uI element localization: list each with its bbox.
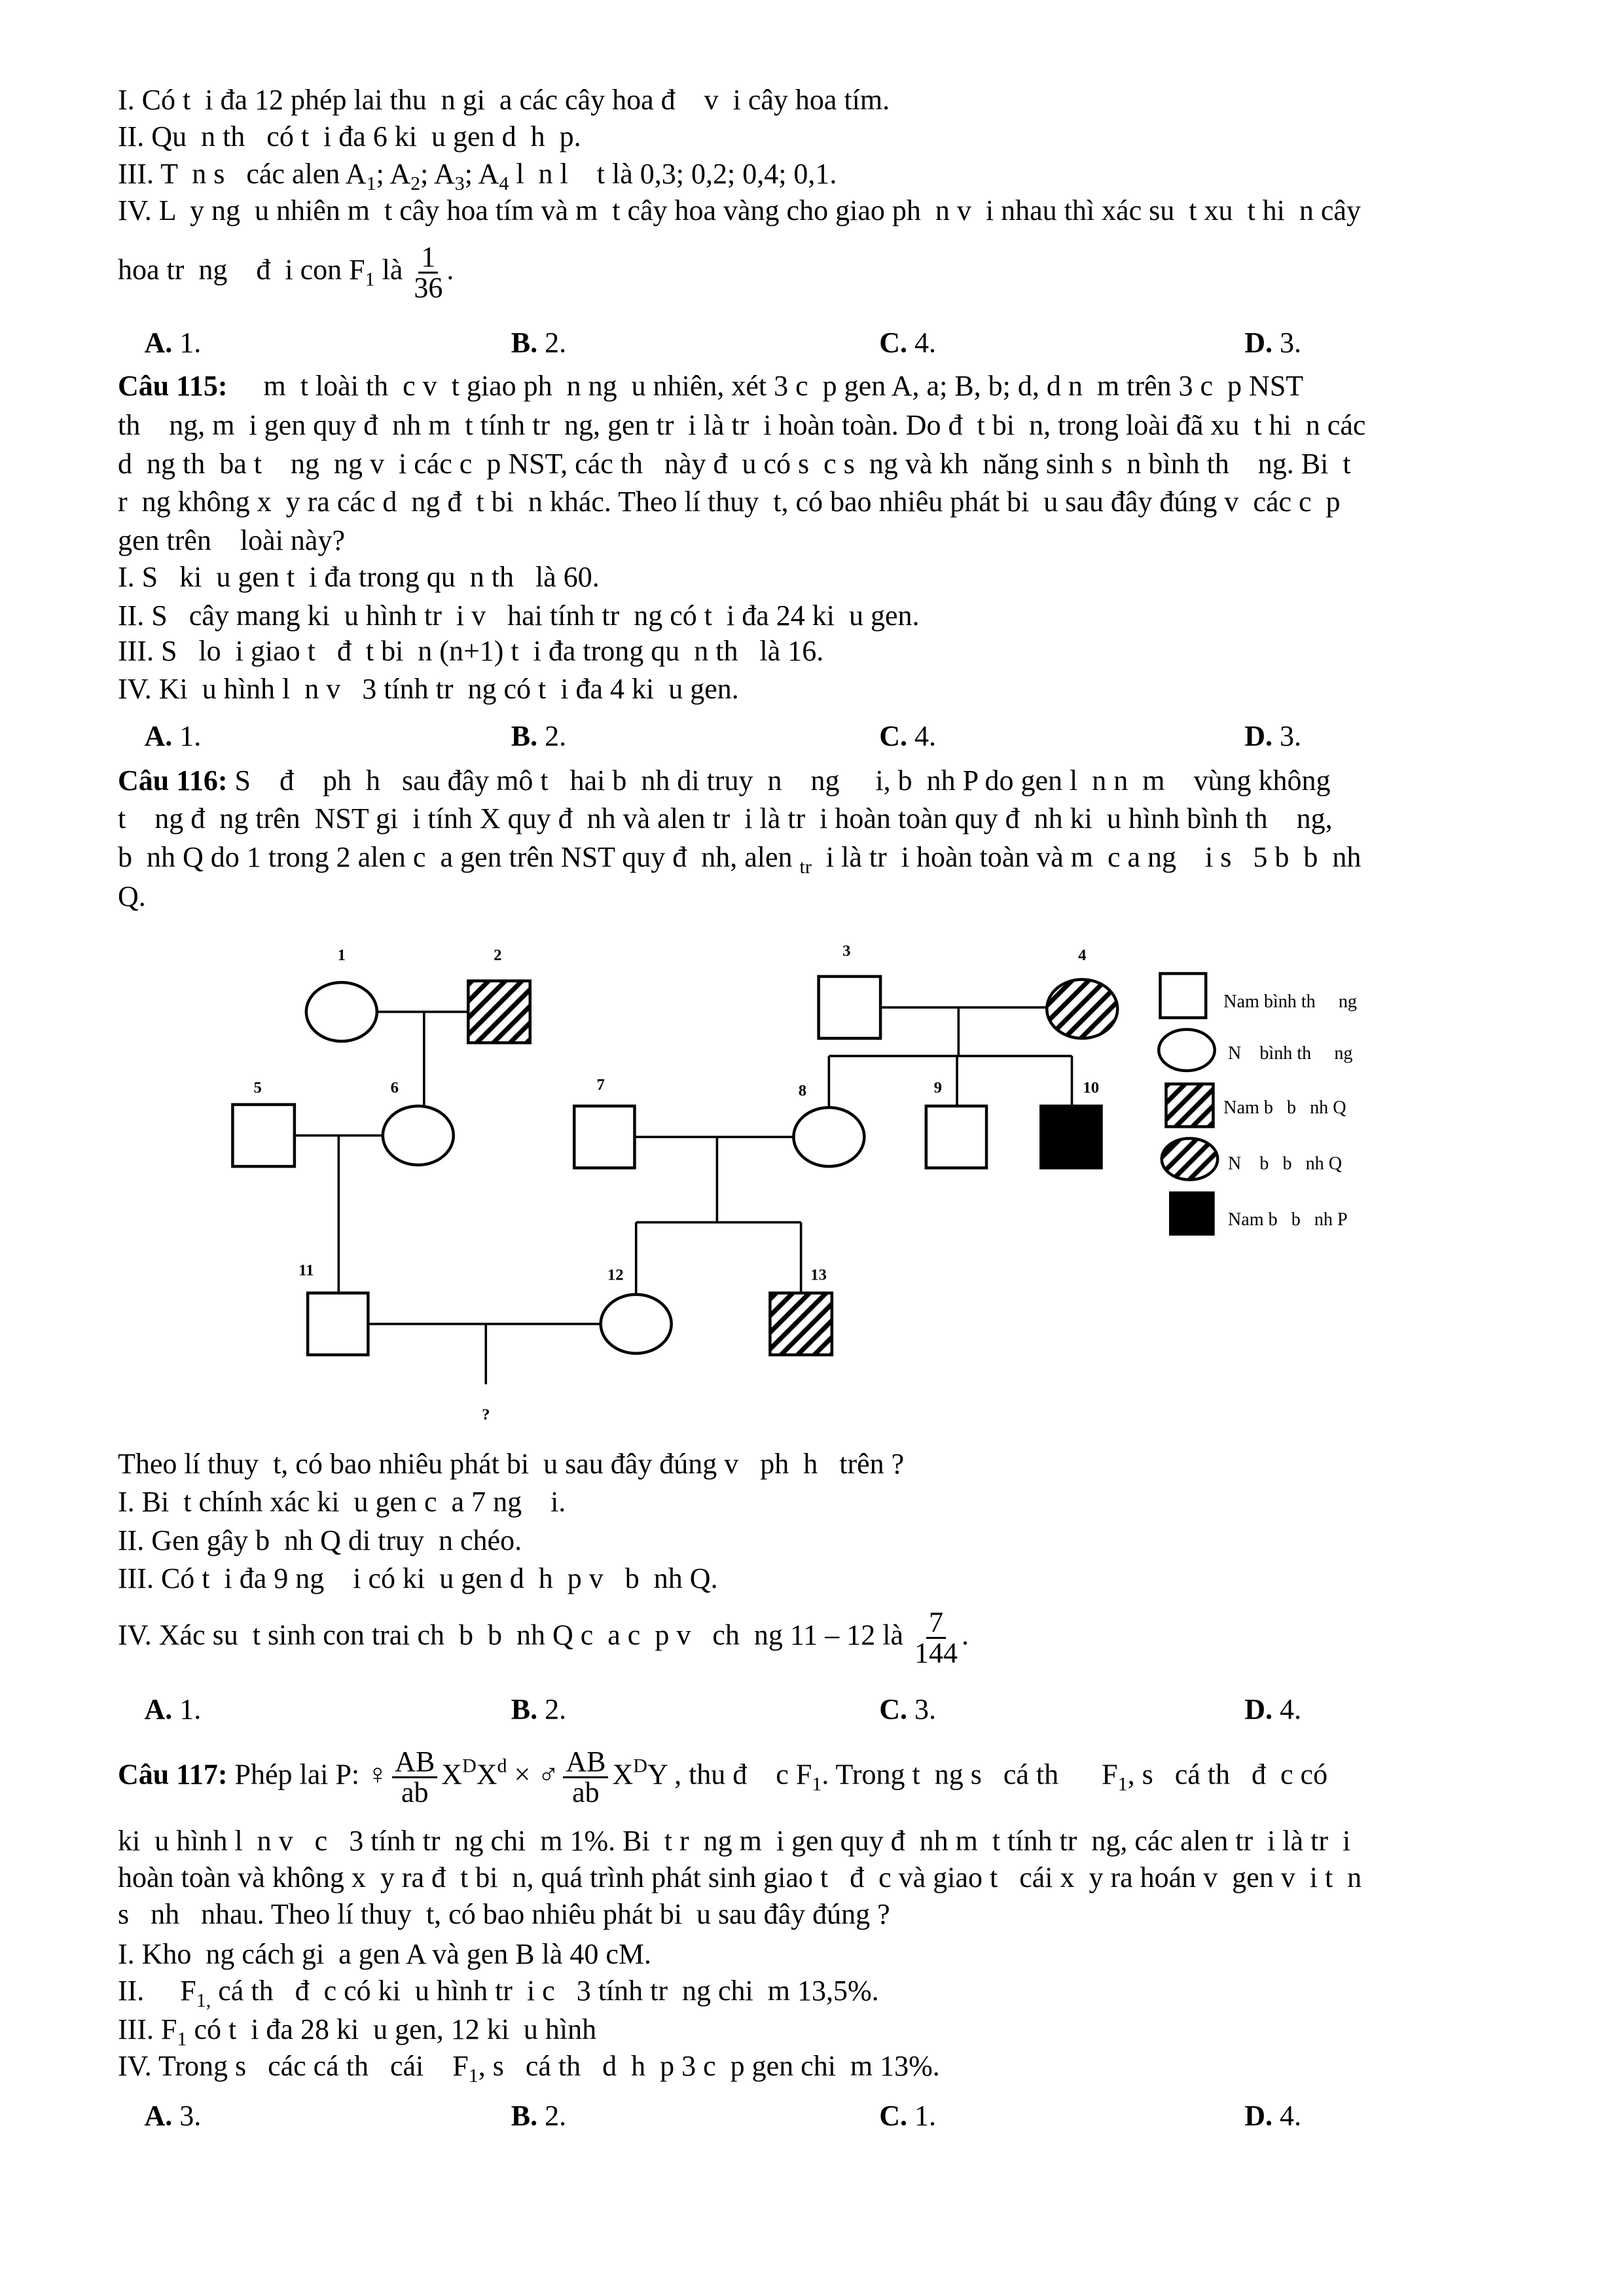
- answer-letter: C.: [879, 1693, 908, 1726]
- legend-male-disease-q-icon: [1166, 1084, 1213, 1126]
- individual-4-female-disease-q: [1047, 979, 1117, 1038]
- fraction-denominator: ab: [401, 1776, 429, 1809]
- label-4: 4: [1078, 946, 1087, 965]
- individual-11-male-normal: [308, 1293, 368, 1355]
- text-run: Phép lai P: ♀: [227, 1758, 389, 1791]
- fraction-denominator: ab: [572, 1776, 600, 1809]
- text-run: d ng th ba t ng ng v i các c p NST, các th này đ u có s c s ng và kh năng sinh s n bình th ng. Bi t: [118, 447, 1351, 480]
- answer-letter: D.: [1244, 720, 1273, 752]
- text-run: r ng không x y ra các d ng đ t bi n khác. Theo lí thuy t, có bao nhiêu phát bi u sau đây đúng v các c p: [118, 486, 1341, 518]
- label-11: 11: [298, 1261, 314, 1280]
- legend-label-female-normal: N bình th ng: [1227, 1043, 1353, 1064]
- answer-value: 2.: [537, 2100, 567, 2132]
- label-8: 8: [798, 1082, 807, 1100]
- text-run: IV. Trong s các cá th cái F: [118, 2049, 469, 2082]
- text-run: hoa tr ng đ i con F: [118, 253, 365, 286]
- legend: [1159, 973, 1357, 1235]
- question-number: Câu 115:: [118, 369, 228, 402]
- legend-female-normal-icon: [1159, 1030, 1214, 1071]
- subscript: tr: [799, 855, 812, 878]
- text-run: × ♂: [507, 1758, 560, 1791]
- legend-label-female-disease-q: N b b nh Q: [1227, 1153, 1343, 1174]
- superscript: D: [462, 1755, 477, 1777]
- text-run: III. F: [118, 2013, 177, 2045]
- fraction-denominator: 36: [414, 271, 443, 304]
- answer-letter: B.: [511, 1693, 538, 1726]
- text-run: Q.: [118, 880, 146, 913]
- answer-value: 4.: [1272, 1693, 1302, 1726]
- legend-male-normal-icon: [1160, 973, 1206, 1017]
- text-run: .: [446, 253, 454, 286]
- answer-letter: C.: [879, 2100, 908, 2132]
- text-run: I. S ki u gen t i đa trong qu n th là 60.: [118, 561, 600, 593]
- text-run: III. Có t i đa 9 ng i có ki u gen d h p v b nh Q.: [118, 1562, 718, 1594]
- text-run: th ng, m i gen quy đ nh m t tính tr ng, gen tr i là tr i hoàn toàn. Do đ t bi n, trong loài đã xu t hi n các: [118, 409, 1366, 442]
- legend-male-disease-p-icon: [1169, 1191, 1215, 1235]
- text-run: ; A: [464, 157, 499, 190]
- text-run: S đ ph h sau đây mô t hai b nh di truy n ng i, b nh P do gen l n n m vùng không: [227, 764, 1331, 797]
- subscript: 1: [366, 172, 376, 194]
- individual-10-male-disease-p: [1041, 1106, 1101, 1168]
- question-number: Câu 117:: [118, 1758, 228, 1791]
- legend-female-disease-q-icon: [1162, 1138, 1218, 1179]
- answer-value: 3.: [1272, 720, 1302, 752]
- text-run: ; A: [420, 157, 455, 190]
- answer-value: 1.: [172, 327, 202, 359]
- text-run: .: [962, 1619, 969, 1651]
- answer-value: 2.: [537, 327, 567, 359]
- text-run: IV. L y ng u nhiên m t cây hoa tím và m t cây hoa vàng cho giao ph n v i nhau thì xác su t xu t hi n cây: [118, 194, 1361, 226]
- fraction-numerator: AB: [563, 1748, 608, 1778]
- text-run: b nh Q do 1 trong 2 alen c a gen trên NST quy đ nh, alen: [118, 840, 800, 873]
- answer-letter: D.: [1244, 327, 1273, 359]
- text-run: có t i đa 28 ki u gen, 12 ki u hình: [187, 2013, 597, 2045]
- fraction-numerator: 7: [926, 1608, 946, 1639]
- answer-letter: C.: [879, 720, 908, 752]
- label-1: 1: [337, 946, 346, 965]
- text-run: , s cá th đ c có: [1127, 1758, 1328, 1791]
- text-run: cá th đ c có ki u hình tr i c 3 tính tr ng chi m 13,5%.: [211, 1975, 879, 2007]
- text-run: X: [476, 1758, 497, 1791]
- text-run: I. Có t i đa 12 phép lai thu n gi a các cây hoa đ v i cây hoa tím.: [118, 84, 890, 116]
- individual-2-male-disease-q: [468, 981, 530, 1043]
- individual-12-female-normal: [601, 1295, 672, 1354]
- text-run: ki u hình l n v c 3 tính tr ng chi m 1%. Bi t r ng m i gen quy đ nh m t tính tr ng, các alen tr i là tr i: [118, 1824, 1351, 1857]
- individual-6-female-normal: [383, 1106, 454, 1165]
- subscript: 2: [410, 172, 421, 194]
- subscript: 1: [177, 2028, 187, 2050]
- answer-letter: B.: [511, 720, 538, 752]
- text-run: II. Qu n th có t i đa 6 ki u gen d h p.: [118, 120, 581, 153]
- answer-letter: B.: [511, 327, 538, 359]
- answer-value: 4.: [907, 327, 937, 359]
- label-2: 2: [494, 946, 502, 965]
- pedigree-lines: [295, 1007, 1072, 1384]
- answer-value: 1.: [172, 720, 202, 752]
- individual-3-male-normal: [819, 977, 880, 1038]
- fraction-numerator: 1: [418, 243, 438, 274]
- answer-value: 2.: [537, 720, 567, 752]
- text-run: II. Gen gây b nh Q di truy n chéo.: [118, 1524, 522, 1556]
- text-run: I. Bi t chính xác ki u gen c a 7 ng i.: [118, 1486, 566, 1518]
- answer-letter: A.: [144, 2100, 173, 2132]
- question-number: Câu 116:: [118, 764, 228, 797]
- subscript: 1: [365, 268, 375, 291]
- text-run: Theo lí thuy t, có bao nhiêu phát bi u sau đây đúng v ph h trên ?: [118, 1447, 905, 1480]
- legend-label-male-disease-q: Nam b b nh Q: [1223, 1098, 1346, 1119]
- subscript: 1,: [196, 1990, 211, 2011]
- text-run: X: [441, 1758, 463, 1791]
- superscript: d: [497, 1755, 507, 1777]
- text-run: s nh nhau. Theo lí thuy t, có bao nhiêu phát bi u sau đây đúng ?: [118, 1898, 890, 1930]
- subscript: 1: [468, 2064, 478, 2087]
- answer-value: 1.: [907, 2100, 937, 2132]
- fraction-denominator: 144: [914, 1636, 958, 1669]
- text-run: . Trong t ng s cá th F: [821, 1758, 1118, 1791]
- label-6: 6: [390, 1079, 399, 1097]
- text-run: , s cá th d h p 3 c p gen chi m 13%.: [478, 2049, 940, 2082]
- answer-letter: A.: [144, 1693, 173, 1726]
- answer-letter: D.: [1244, 1693, 1273, 1726]
- answer-value: 4.: [1272, 2100, 1302, 2132]
- answer-value: 3.: [172, 2100, 202, 2132]
- legend-label-male-disease-p: Nam b b nh P: [1227, 1210, 1348, 1230]
- text-run: I. Kho ng cách gi a gen A và gen B là 40 cM.: [118, 1937, 652, 1970]
- text-run: IV. Ki u hình l n v 3 tính tr ng có t i đa 4 ki u gen.: [118, 673, 739, 705]
- label-12: 12: [607, 1266, 624, 1284]
- individual-7-male-normal: [574, 1106, 634, 1168]
- individual-9-male-normal: [926, 1106, 986, 1168]
- text-run: X: [612, 1758, 634, 1791]
- text-run: hoàn toàn và không x y ra đ t bi n, quá trình phát sinh giao t đ c và giao t cái x y ra hoán v gen v i t n: [118, 1861, 1362, 1893]
- label-7: 7: [596, 1076, 605, 1094]
- answer-value: 2.: [537, 1693, 567, 1726]
- individual-13-male-disease-q: [770, 1293, 831, 1355]
- legend-label-male-normal: Nam bình th ng: [1223, 992, 1357, 1013]
- label-13: 13: [810, 1266, 827, 1284]
- subscript: 1: [812, 1773, 822, 1795]
- text-run: III. S lo i giao t đ t bi n (n+1) t i đa trong qu n th là 16.: [118, 634, 824, 667]
- text-run: ; A: [376, 157, 411, 190]
- answer-letter: D.: [1244, 2100, 1273, 2132]
- answer-value: 3.: [1272, 327, 1302, 359]
- text-run: i là tr i hoàn toàn và m c a ng i s 5 b b nh: [811, 840, 1362, 873]
- label-unknown-child: ?: [482, 1405, 490, 1424]
- text-run: l n l t là 0,3; 0,2; 0,4; 0,1.: [509, 157, 837, 190]
- answer-value: 3.: [907, 1693, 937, 1726]
- label-3: 3: [842, 942, 851, 960]
- answer-letter: A.: [144, 327, 173, 359]
- text-run: III. T n s các alen A: [118, 157, 367, 190]
- answer-value: 4.: [907, 720, 937, 752]
- text-run: m t loài th c v t giao ph n ng u nhiên, xét 3 c p gen A, a; B, b; d, d n m trên 3 c p NST: [227, 369, 1304, 402]
- text-run: t ng đ ng trên NST gi i tính X quy đ nh và alen tr i là tr i hoàn toàn quy đ nh ki u hình bình th ng,: [118, 802, 1333, 834]
- label-5: 5: [253, 1079, 262, 1097]
- subscript: 1: [1117, 1773, 1128, 1795]
- fraction-numerator: AB: [392, 1748, 437, 1778]
- text-run: gen trên loài này?: [118, 524, 345, 556]
- answer-letter: A.: [144, 720, 173, 752]
- text-run: là: [374, 253, 410, 286]
- superscript: D: [633, 1755, 647, 1777]
- subscript: 3: [454, 172, 465, 194]
- individual-5-male-normal: [232, 1105, 294, 1166]
- text-run: Y , thu đ c F: [647, 1758, 812, 1791]
- answer-letter: B.: [511, 2100, 538, 2132]
- label-9: 9: [933, 1079, 943, 1097]
- subscript: 4: [499, 172, 509, 194]
- individual-8-female-normal: [793, 1107, 864, 1166]
- label-10: 10: [1083, 1079, 1100, 1097]
- text-run: II. F: [118, 1975, 196, 2007]
- answer-letter: C.: [879, 327, 908, 359]
- text-run: IV. Xác su t sinh con trai ch b b nh Q c a c p v ch ng 11 – 12 là: [118, 1619, 911, 1651]
- text-run: II. S cây mang ki u hình tr i v hai tính tr ng có t i đa 24 ki u gen.: [118, 599, 920, 632]
- individual-1-female-normal: [306, 982, 377, 1041]
- answer-value: 1.: [172, 1693, 202, 1726]
